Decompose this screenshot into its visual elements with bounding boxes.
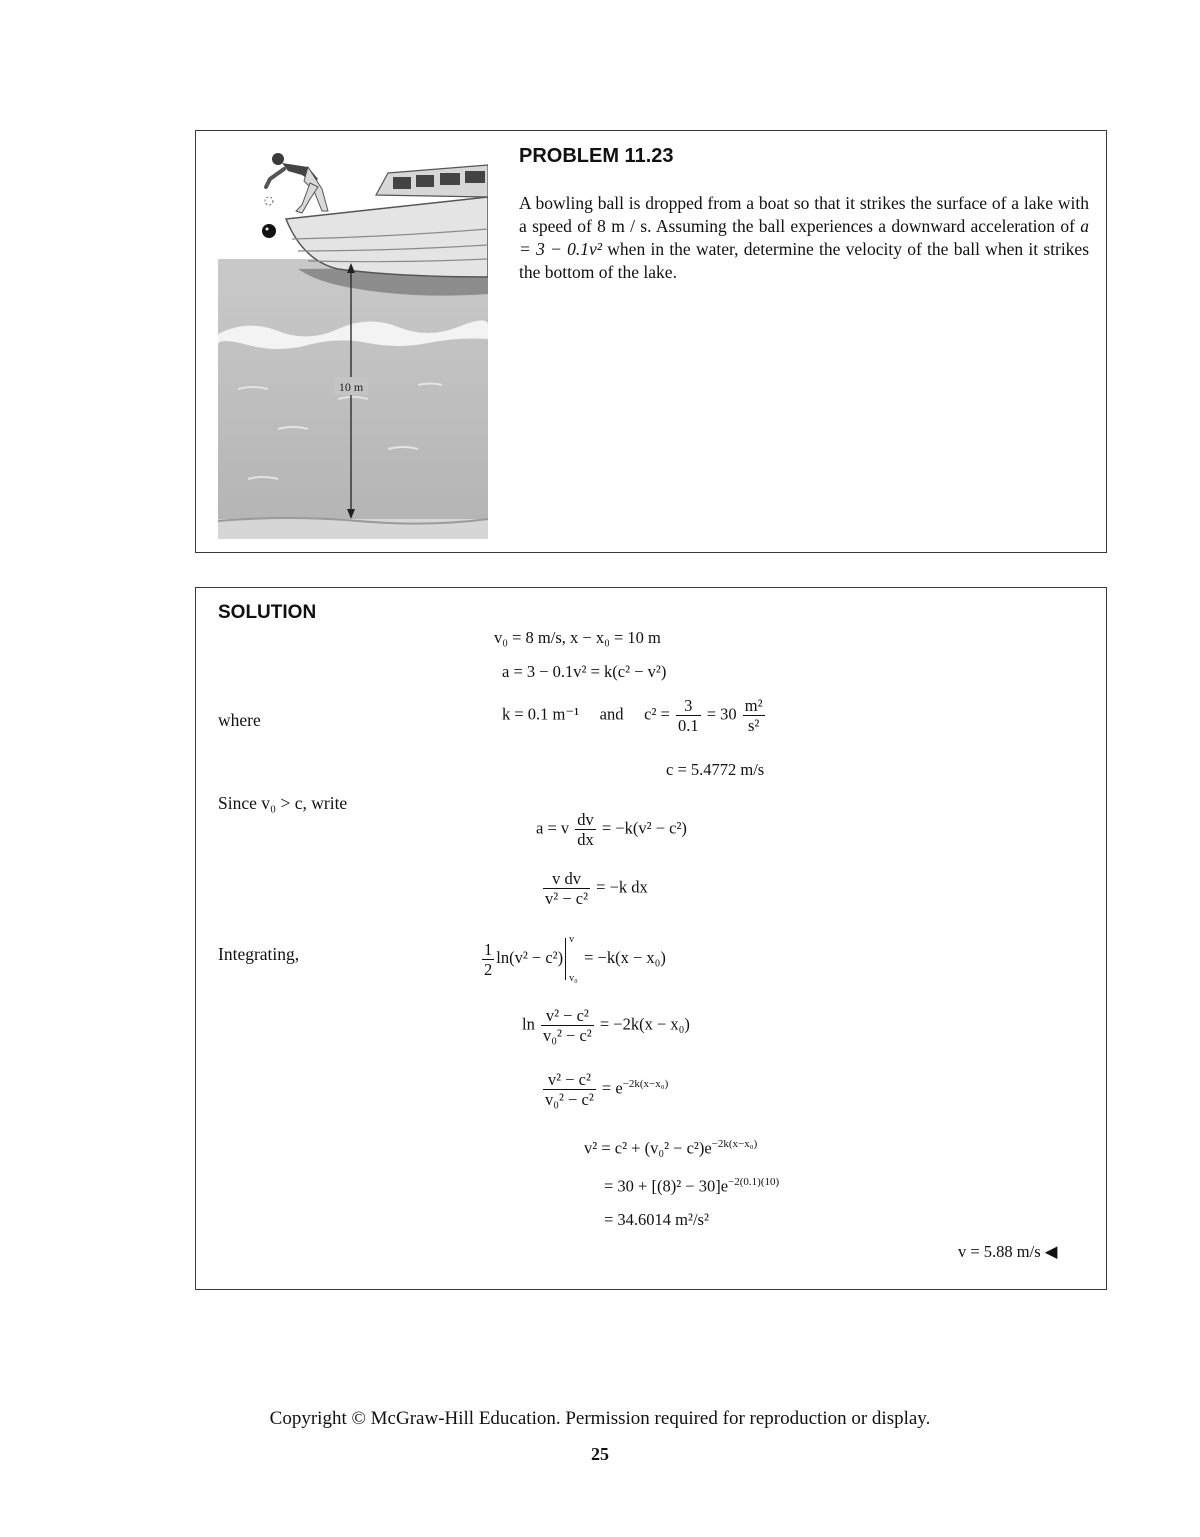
k-definition: k = 0.1 m⁻¹ bbox=[502, 704, 580, 724]
dv-dx-fraction bbox=[575, 810, 596, 849]
evaluation-bar bbox=[565, 934, 580, 984]
half-fraction bbox=[482, 940, 494, 979]
solution-box bbox=[195, 587, 1107, 1290]
eq-v-squared bbox=[584, 1138, 757, 1159]
c-sq-numerator: 3 bbox=[684, 696, 693, 715]
half-denominator: 2 bbox=[484, 959, 493, 979]
problem-text-equation: a = 3 − 0.1v² bbox=[519, 216, 1089, 259]
problem-title: PROBLEM 11.23 bbox=[519, 145, 674, 167]
eq-a-v-dv-dx bbox=[536, 810, 687, 849]
dv-numerator: dv bbox=[577, 810, 594, 829]
eq-separated bbox=[541, 869, 648, 908]
int-rhs: = −k(x − x₀) bbox=[584, 947, 666, 967]
c-squared-lhs: c² = bbox=[644, 704, 670, 724]
exp-power: −2k(x−x₀) bbox=[622, 1077, 669, 1090]
copyright-notice: Copyright © McGraw-Hill Education. Permission required for reproduction or display. bbox=[269, 1408, 931, 1429]
ln-word: ln bbox=[522, 1014, 535, 1034]
sep-denominator: v² − c² bbox=[545, 889, 589, 908]
sep-rhs: = −k dx bbox=[596, 877, 648, 897]
units-numerator: m² bbox=[744, 696, 763, 715]
ln-fraction bbox=[541, 1006, 594, 1045]
and-word: and bbox=[599, 704, 624, 724]
units-fraction bbox=[743, 696, 765, 735]
adv-rhs: = −k(v² − c²) bbox=[601, 818, 687, 838]
exp-rhs: = e bbox=[601, 1078, 623, 1098]
adv-lhs: a = v bbox=[536, 818, 570, 838]
eq-exp-ratio bbox=[541, 1070, 668, 1109]
vsq-power: −2k(x−x₀) bbox=[711, 1138, 758, 1150]
depth-label: 10 m bbox=[338, 380, 364, 394]
c-squared-fraction bbox=[676, 696, 701, 735]
label-integrating: Integrating, bbox=[218, 944, 300, 964]
final-answer: v = 5.88 m/s ◀ bbox=[958, 1242, 1058, 1261]
separated-fraction bbox=[543, 869, 590, 908]
upper-limit: v bbox=[569, 934, 575, 945]
ln-numerator: v² − c² bbox=[545, 1006, 589, 1025]
eq-given: v₀ = 8 m/s, x − x₀ = 10 m bbox=[494, 628, 661, 647]
page-number: 25 bbox=[591, 1444, 609, 1464]
label-where: where bbox=[218, 710, 261, 730]
eq-result-squared: = 34.6014 m²/s² bbox=[604, 1210, 709, 1229]
ln-denominator: v₀² − c² bbox=[542, 1026, 592, 1045]
lower-limit: v₀ bbox=[569, 973, 578, 984]
problem-text-part1: A bowling ball is dropped from a boat so that it strikes the surface of a lake with a speed of 8 m / s. Assuming the ball experiences a downward acceleration of bbox=[519, 193, 1089, 236]
problem-text bbox=[519, 192, 1089, 284]
ln-rhs: = −2k(x − x₀) bbox=[599, 1014, 690, 1034]
eq-ln-ratio bbox=[522, 1006, 690, 1045]
sub-expr: = 30 + [(8)² − 30]e bbox=[604, 1176, 729, 1196]
boat-lake-illustration bbox=[218, 149, 488, 539]
c-sq-denominator: 0.1 bbox=[677, 716, 699, 735]
eq-integrated bbox=[480, 934, 666, 984]
problem-box bbox=[195, 130, 1107, 553]
eq-k-and-c bbox=[502, 696, 767, 735]
c-squared-value: = 30 bbox=[706, 704, 737, 724]
eq-acceleration: a = 3 − 0.1v² = k(c² − v²) bbox=[502, 662, 667, 681]
exp-denominator: v₀² − c² bbox=[545, 1090, 594, 1109]
exp-numerator: v² − c² bbox=[547, 1070, 591, 1089]
solution-title: SOLUTION bbox=[218, 602, 317, 623]
problem-text-part2: when in the water, determine the velocity of the ball when it strikes the bottom of the lake. bbox=[519, 239, 1090, 282]
half-numerator: 1 bbox=[484, 939, 493, 959]
units-denominator: s² bbox=[743, 715, 765, 735]
sep-numerator: v dv bbox=[552, 869, 581, 888]
dx-denominator: dx bbox=[577, 830, 594, 849]
vsq-expr: v² = c² + (v₀² − c²)e bbox=[584, 1138, 712, 1158]
ln-term: ln(v² − c²) bbox=[496, 947, 564, 967]
eq-c-value: c = 5.4772 m/s bbox=[666, 760, 765, 779]
eq-substituted bbox=[604, 1176, 779, 1197]
exp-fraction bbox=[543, 1070, 596, 1109]
sub-power: −2(0.1)(10) bbox=[728, 1176, 780, 1188]
label-since: Since v₀ > c, write bbox=[218, 793, 348, 813]
